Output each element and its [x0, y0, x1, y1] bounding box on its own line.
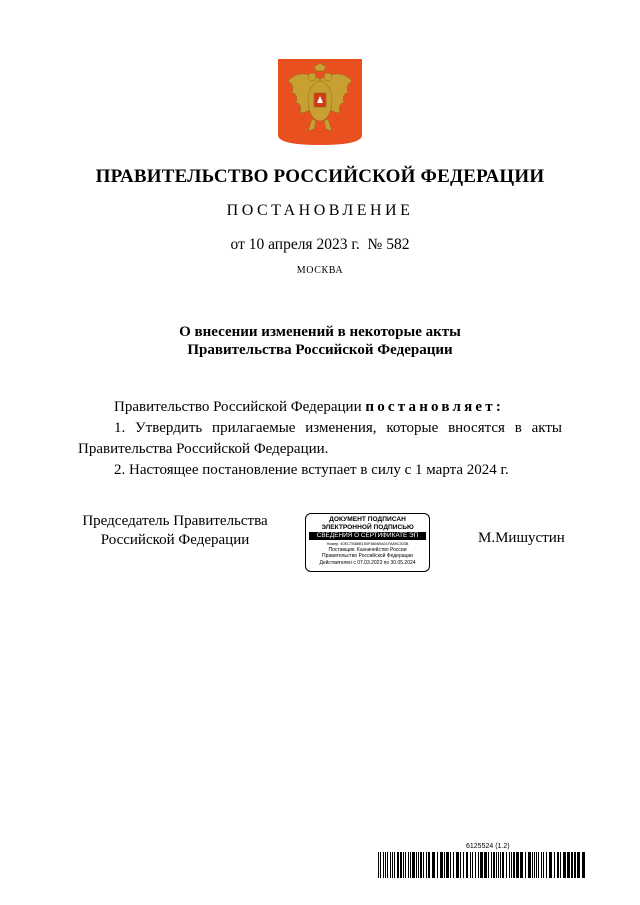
barcode-bar: [574, 852, 576, 878]
barcode-bar: [543, 852, 544, 878]
barcode-bar: [478, 852, 479, 878]
barcode-bar: [472, 852, 473, 878]
barcode-bar: [557, 852, 559, 878]
barcode-bar: [541, 852, 542, 878]
barcode-bar: [423, 852, 424, 878]
stamp-owner: Правительство Российской Федерации: [322, 553, 413, 560]
barcode-bar: [534, 852, 535, 878]
barcode-bar: [420, 852, 422, 878]
barcode-bar: [437, 852, 438, 878]
barcode-bar: [513, 852, 515, 878]
barcode-bar: [378, 852, 379, 878]
barcode-bar: [546, 852, 547, 878]
barcode-bar: [440, 852, 443, 878]
barcode-bar: [493, 852, 495, 878]
barcode-bar: [538, 852, 539, 878]
position-line-2: Российской Федерации: [100, 532, 250, 548]
barcode-bar: [560, 852, 561, 878]
barcode-bar: [444, 852, 445, 878]
barcode-bar: [484, 852, 487, 878]
barcode-bar: [509, 852, 510, 878]
barcode-bar: [577, 852, 580, 878]
barcode-bar: [500, 852, 501, 878]
barcode-bar: [416, 852, 417, 878]
document-date-number: от 10 апреля 2023 г. № 582: [230, 236, 410, 253]
barcode-number: 6125524 (1.2): [466, 843, 510, 850]
barcode-bar: [502, 852, 504, 878]
barcode-bar: [385, 852, 386, 878]
document-subject: [0, 323, 640, 359]
stamp-title-1: ДОКУМЕНТ ПОДПИСАН: [329, 516, 406, 523]
signatory-name: М.Мишустин: [478, 530, 565, 546]
barcode-bar: [567, 852, 570, 878]
barcode-bar: [582, 852, 585, 878]
barcode-bar: [480, 852, 483, 878]
stamp-title-2: ЭЛЕКТРОННОЙ ПОДПИСЬЮ: [321, 523, 414, 531]
barcode-bar: [532, 852, 533, 878]
barcode-bar: [511, 852, 512, 878]
barcode-bar: [463, 852, 464, 878]
barcode-bar: [394, 852, 395, 878]
barcode-bar: [410, 852, 411, 878]
barcode-bar: [380, 852, 381, 878]
barcode-bar: [412, 852, 415, 878]
electronic-signature-stamp: [305, 513, 430, 572]
barcode-bar: [390, 852, 391, 878]
stamp-certificate-label: СВЕДЕНИЯ О СЕРТИФИКАТЕ ЭП: [309, 532, 426, 540]
document-type: ПОСТАНОВЛЕНИЕ: [226, 202, 414, 219]
barcode-bar: [456, 852, 459, 878]
barcode-bar: [392, 852, 393, 878]
subject-line-1: О внесении изменений в некоторые акты: [179, 324, 461, 340]
preamble-text: Правительство Российской Федерации: [114, 399, 366, 415]
barcode-bar: [536, 852, 537, 878]
barcode-bar: [516, 852, 519, 878]
barcode-bar: [506, 852, 507, 878]
barcode-bar: [408, 852, 409, 878]
barcode-bar: [403, 852, 404, 878]
barcode-bar: [528, 852, 531, 878]
barcode-bar: [460, 852, 461, 878]
stamp-issuer: Поставщик: Казначейство России: [328, 547, 407, 553]
barcode-bar: [453, 852, 454, 878]
barcode-bar: [549, 852, 552, 878]
barcode-bar: [426, 852, 427, 878]
barcode-bar: [491, 852, 492, 878]
barcode-bar: [428, 852, 430, 878]
barcode-bar: [405, 852, 406, 878]
barcode-bar: [432, 852, 435, 878]
subject-line-2: Правительства Российской Федерации: [187, 342, 453, 358]
barcode-bar: [397, 852, 399, 878]
stamp-validity: Действителен с 07.03.2023 по 30.05.2024: [319, 559, 416, 566]
barcode-bar: [475, 852, 476, 878]
coat-of-arms-emblem: [278, 59, 362, 145]
barcode-bar: [554, 852, 555, 878]
city: МОСКВА: [296, 265, 344, 276]
barcode-icon: [378, 852, 586, 878]
barcode-bar: [446, 852, 449, 878]
barcode-bar: [387, 852, 388, 878]
signatory-position: [78, 512, 272, 550]
paragraph-item-2: 2. Настоящее постановление вступает в силу с 1 марта 2024 г.: [114, 462, 509, 478]
barcode-bar: [520, 852, 523, 878]
barcode-bar: [470, 852, 471, 878]
barcode-bar: [498, 852, 499, 878]
preamble-decree-word: постановляет:: [365, 399, 505, 415]
barcode-bar: [400, 852, 402, 878]
position-line-1: Председатель Правительства: [82, 513, 268, 529]
barcode-bar: [418, 852, 419, 878]
barcode-bar: [383, 852, 384, 878]
paragraph-preamble: [114, 397, 504, 418]
barcode-bar: [488, 852, 489, 878]
barcode-bar: [466, 852, 468, 878]
issuer-title: ПРАВИТЕЛЬСТВО РОССИЙСКОЙ ФЕДЕРАЦИИ: [95, 166, 545, 187]
barcode-bar: [450, 852, 451, 878]
paragraph-item-1: 1. Утвердить прилагаемые изменения, которые вносятся в акты Правительства Российской Федерации.: [78, 420, 562, 457]
barcode-bar: [496, 852, 497, 878]
barcode-bar: [525, 852, 526, 878]
stamp-serial: Номер: 40ECTB88B1S0F88089A01FA89C303B: [326, 542, 409, 546]
barcode-bar: [563, 852, 566, 878]
barcode-bar: [571, 852, 573, 878]
